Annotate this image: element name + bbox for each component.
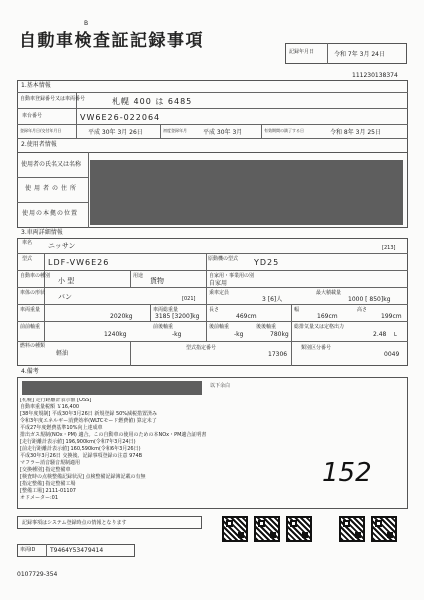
first-reg-label: 初度登録年月	[163, 128, 187, 133]
qr-code-icon	[286, 516, 312, 542]
gross-weight-label: 車両総重量	[153, 307, 179, 313]
height: 199cm	[381, 313, 402, 320]
width-label: 幅	[294, 307, 300, 313]
rf-axle: -kg	[234, 331, 244, 338]
capacity: 3 [6]人	[262, 296, 283, 303]
remark-line: [指定整備] 指定整備工場	[20, 481, 76, 487]
remark-line: [整備工場] 2111-01107	[20, 488, 76, 494]
remark-line: [交換種別] 指定整備車	[20, 467, 71, 473]
document-number: 111230138374	[352, 72, 398, 79]
max-load-label: 最大積載量	[316, 290, 342, 296]
fuel-label: 燃料の種類	[20, 343, 46, 349]
reg-number: 札幌 400 は 6485	[112, 97, 193, 106]
rf-axle-label: 後前軸重	[209, 324, 230, 330]
remark-line: マフラー消音騒音規制適用	[20, 460, 81, 466]
maker: ニッサン	[48, 242, 76, 250]
capacity-label: 乗車定員	[209, 290, 230, 296]
fr-axle: -kg	[172, 331, 182, 338]
fr-axle-label: 前後軸重	[153, 324, 174, 330]
qr-code-icon	[339, 516, 365, 542]
length: 469cm	[236, 313, 257, 320]
redacted-user-info	[90, 160, 403, 225]
user-address-label: 使用者の住所	[25, 185, 80, 192]
expiry-date: 令和 8年 3月 25日	[330, 129, 381, 136]
reg-number-label: 自動車登録番号又は車両番号	[20, 96, 86, 102]
remark-line: [札幌] 走行距離計表示値 [OSS]	[20, 398, 92, 403]
class-number: 0049	[384, 351, 400, 358]
remark-line: 平成27年度燃費基準10%向上達成車	[20, 425, 103, 431]
b-mark: B	[84, 20, 89, 27]
remark-line: 排出ガス規制(NOx・PM) 適合。この自動車の使用のための本NOx・PM適合証明書	[20, 432, 207, 438]
chassis-number: VW6E26-022064	[80, 113, 161, 122]
handwritten-number: 152	[322, 458, 372, 488]
remark-line: [検査時の点検整備記録状況] 点検整備記録簿記載の有無	[20, 474, 146, 480]
user-name-label: 使用者の氏名又は名称	[21, 161, 82, 168]
qr-code-icon	[222, 516, 248, 542]
vehicle-kind: 小 型	[58, 277, 75, 285]
qr-code-icon	[254, 516, 280, 542]
issue-date-label: 記録年月日	[289, 49, 315, 55]
maker-code: [213]	[382, 245, 396, 251]
remark-line: 平成30年3月26日 交換後、記録事項登録の注意 974B	[20, 453, 143, 459]
vehicle-weight: 2020kg	[110, 313, 133, 320]
use-label: 用途	[133, 273, 144, 279]
model: LDF-VW6E26	[48, 258, 110, 267]
vehicle-use: 貨物	[150, 277, 164, 285]
body-shape: バン	[58, 293, 72, 301]
expiry-label: 有効期間の満了する日	[264, 128, 304, 133]
reg-date: 平成 30年 3月 26日	[88, 129, 143, 136]
body-code: [021]	[182, 296, 196, 302]
approval-number: 17306	[268, 351, 288, 358]
height-label: 高さ	[357, 307, 368, 313]
redacted-remarks	[22, 381, 202, 395]
weight-label: 車両重量	[20, 307, 41, 313]
vehicle-id: T9464Y53479414	[50, 547, 104, 554]
chassis-number-label: 車台番号	[22, 113, 43, 119]
class-label: 類別区分番号	[301, 345, 332, 351]
remark-line: オドメーター:01	[20, 495, 58, 501]
remark-line: [前走行距離計表示値] 160,590km(令和6年3月26日)	[20, 446, 141, 452]
width: 169cm	[317, 313, 338, 320]
max-load: 1000 [ 850]kg	[348, 296, 391, 303]
vehicle-id-label: 車両ID	[20, 547, 36, 553]
gross-weight: 3185 [3200]kg	[155, 313, 200, 320]
approval-label: 型式指定番号	[186, 345, 217, 351]
displacement-label: 総排気量又は定格出力	[294, 324, 345, 330]
displacement-unit: L	[394, 332, 397, 338]
purpose: 自家用	[209, 280, 228, 287]
maker-label: 車名	[22, 240, 33, 246]
remark-line: 令和3年度エネルギー消費効率(WLTCモード燃費値) 算定未了	[20, 418, 157, 424]
basic-info-heading: 1.基本情報	[21, 82, 51, 89]
kind-label: 自動車の種別	[20, 273, 51, 279]
first-reg-date: 平成 30年 3月	[203, 129, 243, 136]
length-label: 長さ	[209, 307, 220, 313]
engine-label: 原動機の型式	[208, 256, 239, 262]
rr-axle-label: 後後軸重	[256, 324, 277, 330]
user-info-heading: 2.使用者情報	[21, 141, 57, 148]
base-location-label: 使用の本拠の位置	[22, 210, 79, 217]
remark-line: 自動車重量税額 ￥16,400	[20, 404, 80, 410]
displacement: 2.48	[373, 331, 387, 338]
ff-axle-label: 前前軸重	[20, 324, 41, 330]
following-blank: 以下余白	[210, 383, 231, 389]
purpose-label: 自家用・事業用の別	[209, 273, 255, 279]
qr-code-icon	[371, 516, 397, 542]
remark-line: [走行距離計表示値] 196,900km(令和7年3月24日)	[20, 439, 136, 445]
remarks-list	[20, 398, 210, 506]
footer-code: 0107729-354	[17, 571, 58, 578]
system-note: 記録事項はシステム登録時点の情報となります	[22, 520, 127, 526]
remarks-heading: 4.備考	[21, 368, 39, 375]
page-title: 自動車検査証記録事項	[19, 31, 204, 51]
vehicle-detail-heading: 3.車両詳細情報	[21, 229, 63, 236]
body-label: 車体の形状	[20, 290, 46, 296]
rr-axle: 780kg	[270, 331, 289, 338]
engine-model: YD25	[254, 258, 280, 267]
ff-axle: 1240kg	[104, 331, 127, 338]
model-label: 型式	[22, 256, 33, 262]
fuel: 軽油	[56, 350, 69, 357]
remark-line: [38年度規制] 平成30年3月26日 新規登録 50%減税措置済み	[20, 411, 158, 417]
issue-date: 令和 7年 3月 24日	[334, 51, 385, 58]
reg-date-label: 登録年月日/交付年月日	[20, 128, 62, 133]
